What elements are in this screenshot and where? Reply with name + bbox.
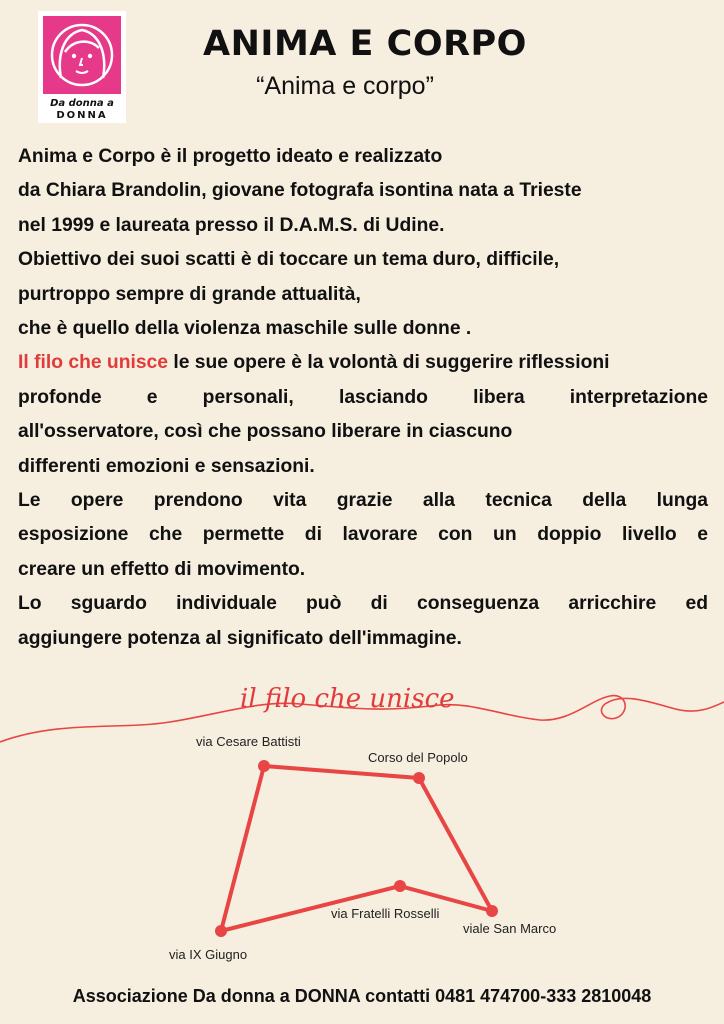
body-text [18, 140, 708, 656]
stop-label-cesare-battisti: via Cesare Battisti [196, 734, 301, 749]
body-line: Lo sguardo individuale può di conseguenza arricchire ed [18, 593, 708, 615]
body-line: differenti emozioni e sensazioni. [18, 455, 315, 477]
footer-contacts: Associazione Da donna a DONNA contatti 0481 474700-333 2810048 [72, 986, 652, 1006]
body-line: all'osservatore, così che possano liberare in ciascuno [18, 421, 513, 443]
route-map [0, 660, 724, 980]
body-line: Anima e Corpo è il progetto ideato e realizzato [18, 146, 443, 167]
body-line: purtroppo sempre di grande attualità, [18, 283, 361, 305]
body-line: Le opere prendono vita grazie alla tecnica della lunga [18, 490, 708, 512]
stop-label-fratelli-rosselli: via Fratelli Rosselli [331, 906, 440, 921]
stop-marker [486, 905, 498, 917]
logo-text-line1: Da donna a [50, 98, 114, 109]
logo [38, 11, 126, 123]
stop-label-san-marco: viale San Marco [463, 921, 557, 936]
stop-marker [215, 925, 227, 937]
highlight-text: Il filo che unisce [18, 352, 169, 374]
body-line-rest: le sue opere è la volontà di suggerire riflessioni [168, 352, 610, 374]
stop-marker [258, 760, 270, 772]
stop-marker [394, 880, 406, 892]
body-line: creare un effetto di movimento. [18, 558, 306, 580]
body-line: esposizione che permette di lavorare con un doppio livello e [18, 524, 708, 546]
body-line: Obiettivo dei suoi scatti è di toccare un tema duro, difficile, [18, 249, 560, 271]
logo-text-line2: DONNA [56, 110, 108, 121]
stop-marker [413, 772, 425, 784]
page-subtitle: “Anima e corpo” [256, 72, 434, 100]
body-line: da Chiara Brandolin, giovane fotografa isontina nata a Trieste [18, 180, 582, 202]
body-line: aggiungere potenza al significato dell'immagine. [18, 627, 462, 649]
logo-mark [43, 16, 121, 94]
body-line [18, 346, 708, 380]
body-line: che è quello della violenza maschile sulle donne . [18, 318, 472, 340]
map-heading: il filo che unisce [240, 684, 455, 714]
body-line: profonde e personali, lasciando libera interpretazione [18, 386, 708, 408]
page-title: ANIMA E CORPO [203, 24, 527, 64]
stop-label-ix-giugno: via IX Giugno [169, 947, 248, 962]
body-line: nel 1999 e laureata presso il D.A.M.S. di Udine. [18, 214, 445, 236]
stop-label-corso-popolo: Corso del Popolo [368, 750, 468, 765]
woman-face-icon [43, 16, 121, 94]
